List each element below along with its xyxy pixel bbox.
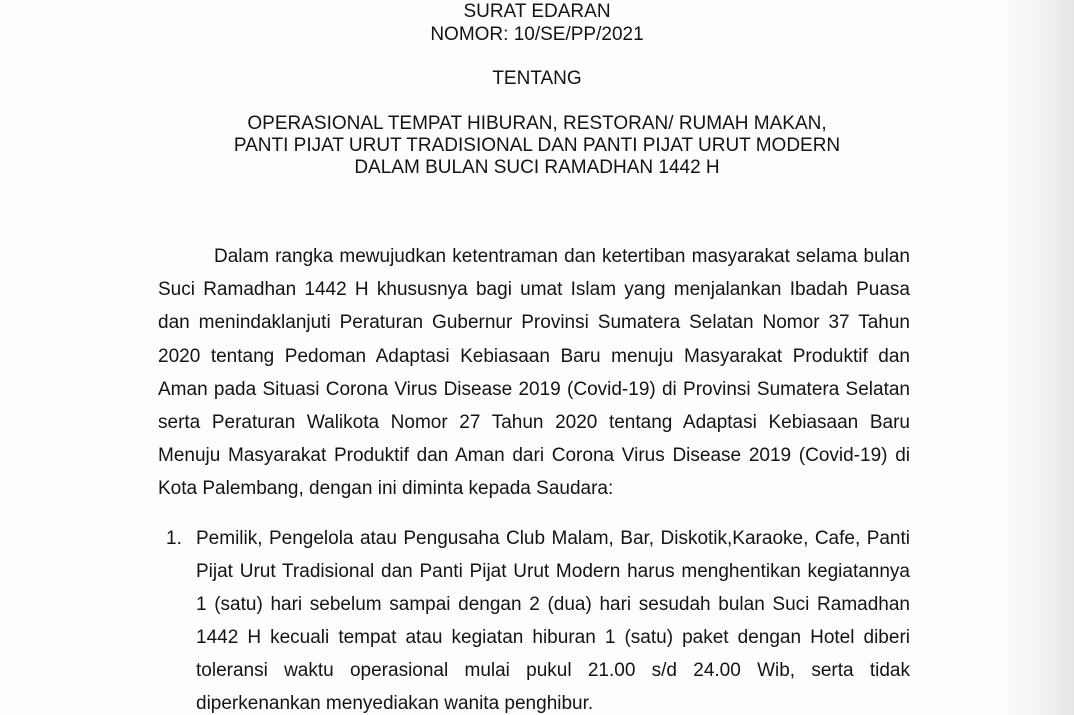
letter-number: NOMOR: 10/SE/PP/2021	[430, 24, 644, 45]
subject-line: DALAM BULAN SUCI RAMADHAN 1442 H	[354, 157, 720, 178]
intro-paragraph: Dalam rangka mewujudkan ketentraman dan ketertiban masyarakat selama bulan Suci Ramadhan 1442 H khususnya bagi umat Islam yang menjalankan Ibadah Puasa dan menindaklanjuti Peraturan Gubernur Provinsi Sumatera Selatan Nomor 37 Tahun 2020 tentang Pedoman Adaptasi Kebiasaan Baru menuju Masyarakat Produktif dan Aman pada Situasi Corona Virus Disease 2019 (Covid-19) di Provinsi Sumatera Selatan serta Peraturan Walikota Nomor 27 Tahun 2020 tentang Adaptasi Kebiasaan Baru Menuju Masyarakat Produktif dan Aman dari Corona Virus Disease 2019 (Covid-19) di Kota Palembang, dengan ini diminta kepada Saudara:	[158, 246, 910, 500]
subject-line: OPERASIONAL TEMPAT HIBURAN, RESTORAN/ RUMAH MAKAN,	[247, 113, 827, 134]
list-item-text: Pemilik, Pengelola atau Pengusaha Club Malam, Bar, Diskotik,Karaoke, Cafe, Panti Pijat Urut Tradisional dan Panti Pijat Urut Modern harus menghentikan kegiatannya 1 (satu) hari sebelum sampai dengan 2 (dua) hari sesudah bulan Suci Ramadhan 1442 H kecuali tempat atau kegiatan hiburan 1 (satu) paket dengan Hotel diberi toleransi waktu operasional mulai pukul 21.00 s/d 24.00 Wib, serta tidak diperkenankan menyediakan wanita penghibur.	[196, 528, 910, 714]
page-edge-shadow	[1002, 0, 1074, 715]
letter-title: SURAT EDARAN	[463, 1, 611, 22]
list-item-number: 1.	[166, 528, 182, 549]
about-heading: TENTANG	[492, 68, 582, 89]
subject-line: PANTI PIJAT URUT TRADISIONAL DAN PANTI PIJAT URUT MODERN	[233, 135, 841, 156]
